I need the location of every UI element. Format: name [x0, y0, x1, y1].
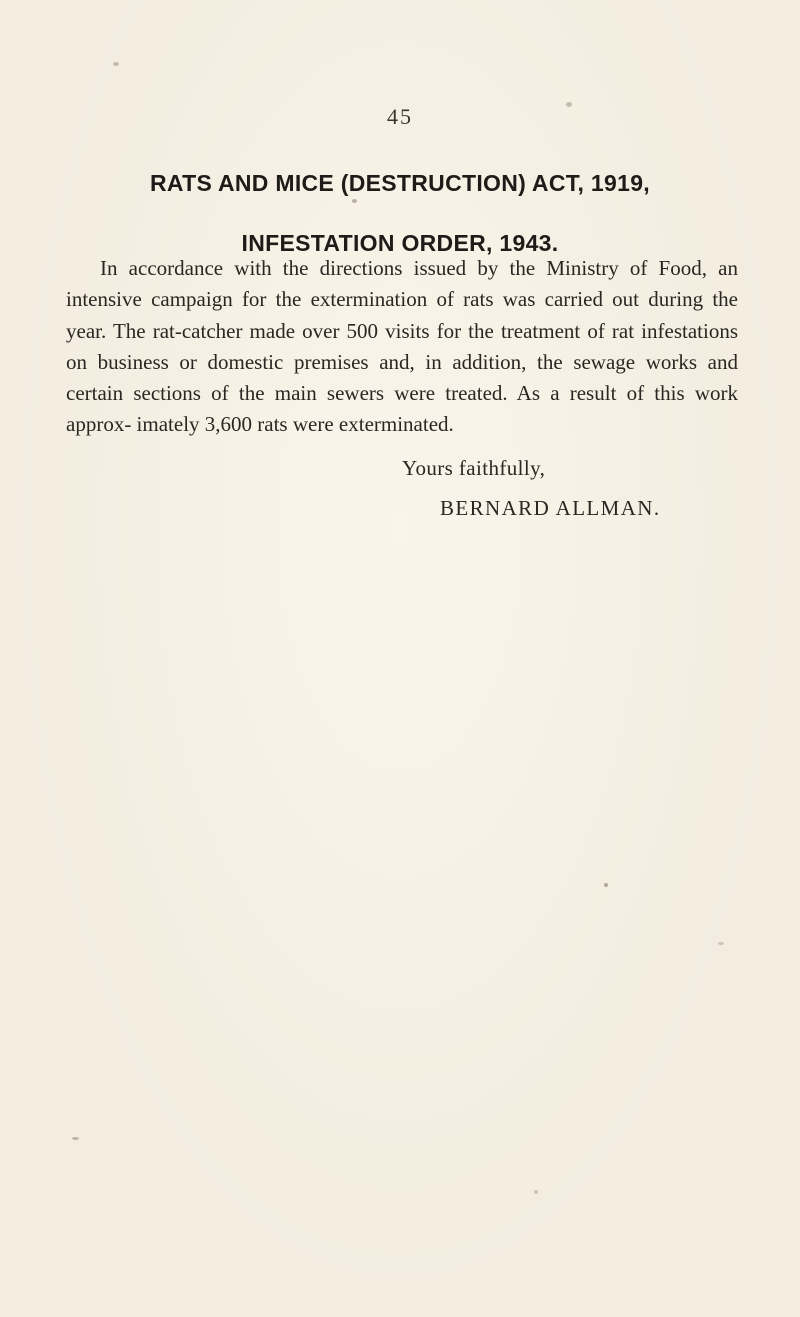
paper-speck	[113, 62, 119, 66]
document-heading-line-2: INFESTATION ORDER, 1943.	[241, 230, 559, 256]
closing-salutation: Yours faithfully,	[402, 456, 546, 480]
body-text	[66, 253, 738, 441]
document-heading-line-1: RATS AND MICE (DESTRUCTION) ACT, 1919,	[150, 170, 650, 196]
signature-name: BERNARD ALLMAN.	[440, 496, 661, 520]
paper-speck	[534, 1190, 538, 1194]
paper-speck	[566, 102, 572, 107]
paper-speck	[352, 199, 357, 203]
paper-speck	[718, 942, 724, 945]
body-paragraph: In accordance with the directions issued by the Ministry of Food, an intensive campaign for the extermination of rats was carried out during the year. The rat-catcher made over 500 visits for the treatment of rat infestations on business or domestic premises and, in addition, the sewage works and certain sections of the main sewers were treated. As a result of this work approx- imately 3,600 rats were exterminated.	[66, 256, 738, 437]
page-number: 45	[387, 104, 413, 129]
paper-speck	[72, 1137, 79, 1140]
paper-speck	[604, 883, 608, 887]
